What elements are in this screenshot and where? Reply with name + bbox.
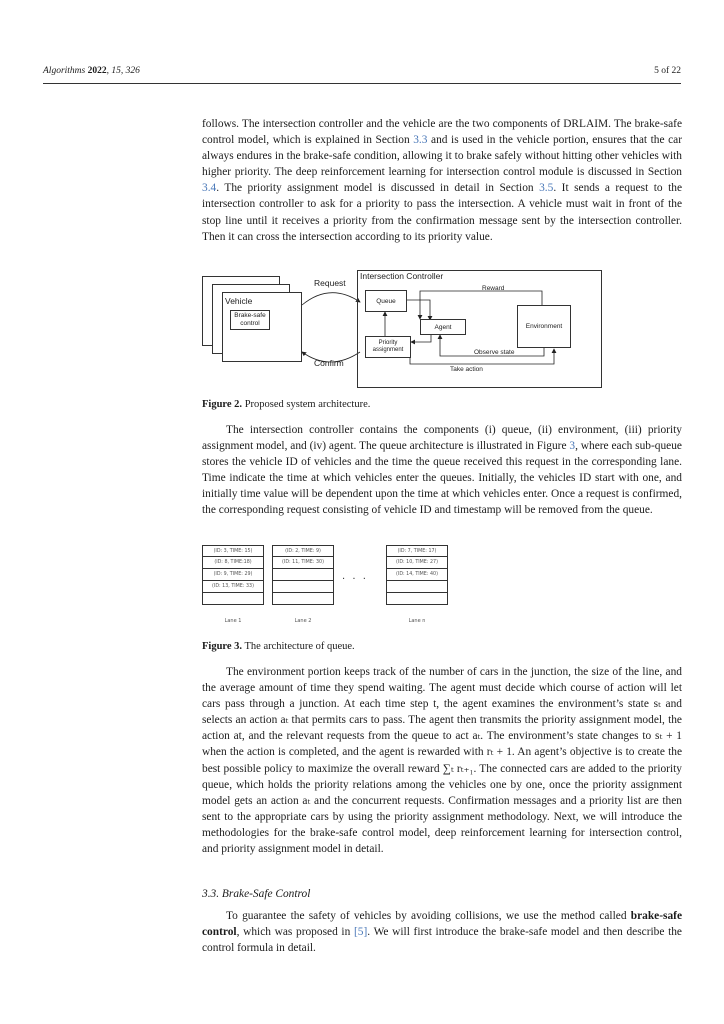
queue-cell: (ID: 7, TIME: 17) (386, 545, 448, 557)
header-rule (43, 83, 681, 84)
queue-cell (386, 581, 448, 593)
lane-label: Lane 2 (294, 618, 312, 624)
lane-label: Lane n (408, 618, 426, 624)
take-action-label: Take action (450, 366, 483, 373)
confirm-label: Confirm (314, 358, 344, 368)
text-run: . We will first introduce the brake-safe model and then describe the control formula in detail. (202, 926, 682, 955)
caption-label: Figure 3. (202, 641, 243, 652)
figure-3-diagram (202, 545, 502, 630)
environment-box: Environment (517, 305, 571, 348)
journal-citation (43, 66, 140, 80)
journal-name: Algorithms (43, 66, 86, 76)
page-number: 5 of 22 (654, 66, 681, 76)
queue-cell: (ID: 8, TIME:18) (202, 557, 264, 569)
intro-paragraph (202, 116, 682, 245)
queue-cell: (ID: 11, TIME: 30) (272, 557, 334, 569)
queue-cell: (ID: 9, TIME: 29) (202, 569, 264, 581)
queue-cell: (ID: 14, TIME: 40) (386, 569, 448, 581)
queue-cell: (ID: 2, TIME: 9) (272, 545, 334, 557)
observe-state-label: Observe state (474, 349, 515, 356)
bold-term: brake-safe control (202, 910, 682, 939)
text-run: The intersection controller contains the components (i) queue, (ii) environment, (iii) priority assignment model, and (iv) agent. The queue architecture is illustrated in Figure (202, 424, 682, 453)
brake-safe-control-box: Brake-safe control (230, 310, 270, 330)
section-ref-link[interactable]: 3.3 (413, 134, 428, 147)
paragraph-4 (202, 908, 682, 956)
page-header (43, 66, 681, 80)
request-label: Request (314, 278, 346, 288)
queue-box: Queue (365, 290, 407, 312)
section-ref-link[interactable]: 3.5 (539, 182, 554, 195)
queue-lane (202, 545, 264, 605)
text-run: To guarantee the safety of vehicles by avoiding collisions, we use the method called (226, 910, 631, 922)
citation-link[interactable]: [5] (353, 926, 368, 939)
caption-text: Proposed system architecture. (242, 399, 371, 410)
ellipsis-dots: · · · (342, 574, 368, 585)
text-run: , which was proposed in (236, 926, 354, 939)
lane-label: Lane 1 (224, 618, 242, 624)
text-run: , where each sub-queue stores the vehicle ID of vehicles and the time the queue received this request in the corresponding lane. Time indicate the time at which vehicles enter the queues. Initially, the vehicles ID start with one, and initially time value will be dependent upon the time at which vehicles enter. Once a request is confirmed, the corresponding request consisting of vehicle ID and timestamp will be removed from the queue. (202, 440, 682, 517)
queue-cell: (ID: 3, TIME: 15) (202, 545, 264, 557)
text-run: . It sends a request to the intersection controller to ask for a priority to pass the intersection. A vehicle must wait in front of the stop line until it receives a priority from the confirmation message sent by the intersection controller. Then it can cross the intersection according to its priority value. (202, 182, 682, 243)
reward-label: Reward (482, 285, 505, 292)
text-run: and is used in the vehicle portion, ensures that the car always endures in the brake-safe condition, allowing it to brake safely without hitting other vehicles with higher priority. The deep reinforcement learning for intersection control module is discussed in Section (202, 134, 682, 179)
queue-lane (272, 545, 334, 605)
intersection-controller-label: Intersection Controller (360, 271, 444, 281)
queue-cell: (ID: 13, TIME: 33) (202, 581, 264, 593)
figure-ref-link[interactable]: 3 (569, 440, 576, 453)
queue-cell: (ID: 10, TIME: 27) (386, 557, 448, 569)
journal-volume: , 15, 326 (106, 66, 140, 76)
queue-lane (386, 545, 448, 605)
section-heading: 3.3. Brake-Safe Control (202, 888, 311, 900)
queue-cell (202, 593, 264, 605)
priority-assignment-box: Priority assignment (365, 336, 411, 358)
figure-2-diagram (202, 270, 602, 395)
caption-text: The architecture of queue. (242, 641, 355, 652)
queue-cell (386, 593, 448, 605)
caption-label: Figure 2. (202, 399, 243, 410)
paragraph-text: The environment portion keeps track of the number of cars in the junction, the size of the line, and the average amount of time they spend waiting. The agent must decide which course of action will let cars pass through a junction. At each time step t, the agent examines the environment’s state sₜ and selects an action aₜ that permits cars to pass. The agent then transmits the priority assignment model, the action at, and the relevant requests from the queue to act aₜ. The environment’s state changes to sₜ + 1 when the action is completed, and the agent is rewarded with rₜ + 1. An agent’s objective is to create the best possible policy to maximize the overall reward ∑ₜ rₜ₊₁. The connected cars are added to the priority queue, which holds the priority relations among the vehicles one by one, once the priority assignment model gets an action aₜ and the concurrent requests. Confirmation messages and a priority list are then sent to the appropriate cars by using the priority assignment methodology. Next, we will introduce the methodologies for the brake-safe control model, deep reinforcement learning for intersection control, and priority assignment model in detail. (202, 666, 682, 856)
queue-cell (272, 581, 334, 593)
section-ref-link[interactable]: 3.4 (202, 182, 217, 195)
queue-cell (272, 569, 334, 581)
text-run: follows. The intersection controller and the vehicle are the two components of DRLAIM. The brake-safe control model, which is explained in Section (202, 118, 682, 147)
vehicle-box (222, 292, 302, 362)
queue-cell (272, 593, 334, 605)
journal-year: 2022 (87, 66, 107, 76)
paragraph-2 (202, 422, 682, 519)
figure-2-caption (202, 399, 682, 410)
agent-box: Agent (420, 319, 466, 335)
text-run: . The priority assignment model is discussed in detail in Section (216, 182, 540, 195)
figure-3-caption (202, 641, 682, 652)
vehicle-label: Vehicle (225, 296, 253, 306)
paragraph-3 (202, 664, 682, 857)
